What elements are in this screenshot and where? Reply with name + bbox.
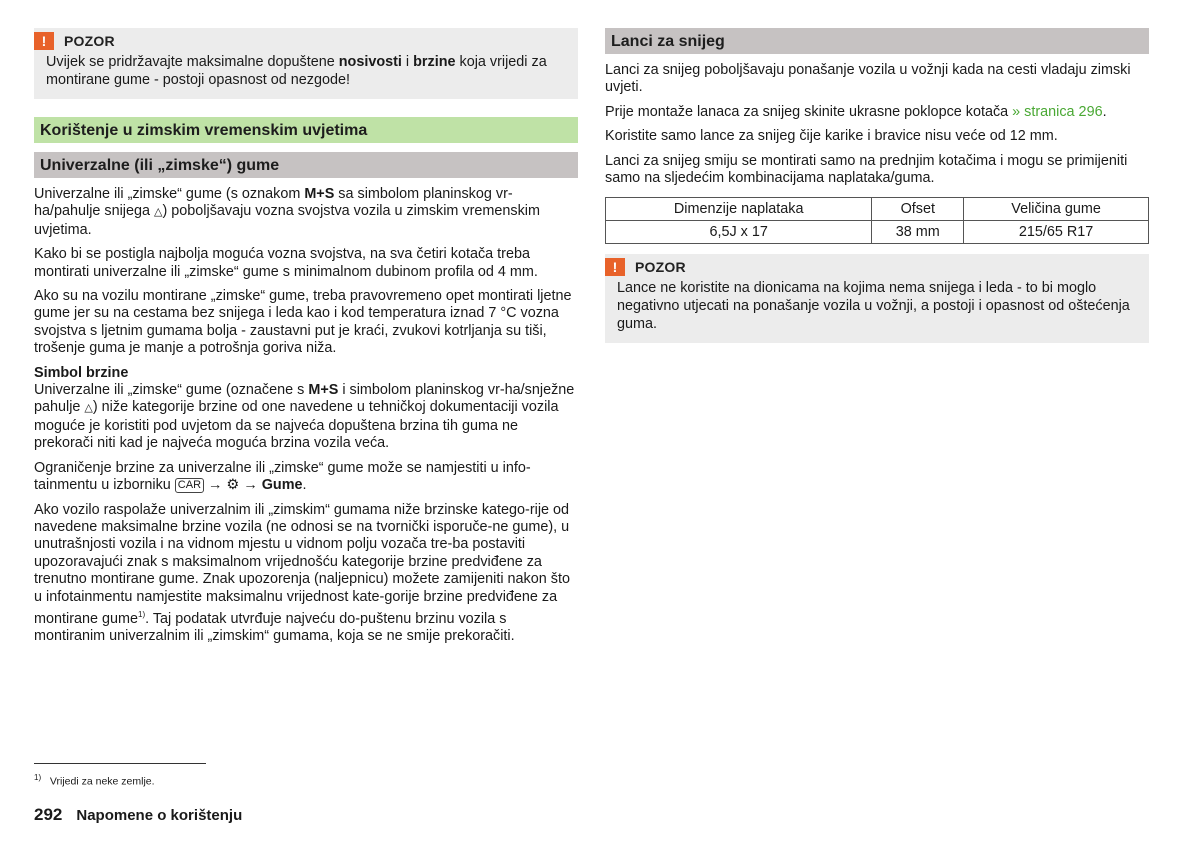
warning-text: Lance ne koristite na dionicama na kojima nema snijega i leda - to bi moglo negativno utjecati na ponašanje vozila u vožnji, a postoji i opasnost od oštećenja guma. [617, 280, 1130, 333]
footnote-ref: 1) [138, 609, 146, 619]
paragraph: Koristite samo lance za snijeg čije karike i bravice nisu veće od 12 mm. [605, 128, 1058, 145]
table-header: Veličina gume [964, 198, 1149, 221]
footnote-divider [34, 763, 206, 764]
mountain-snowflake-icon: △ [154, 206, 163, 219]
paragraph: Ako vozilo raspolaže univerzalnim ili „zimskim“ gumama niže brzinske katego-rije od navedene maksimalne brzine vozila (ne odnosi se na tvornički isporuče-ne gume), u unutrašnjosti vozila i na vidnom mjestu u vidnom polju vozača tre-ba postaviti upozoravajući znak s maksimalnom vrijednošću kategorije brzine predviđene za trenutno montirane gume. Znak upozorenja (naljepnicu) možete zamijeniti nakon što u infotainmentu namjestite maksimalnu vrijednost kate-gorije brzine predviđene za montirane gume$^{1)}$. Taj podatak utvrđuje najveću do-puštenu brzinu vozila s montiranim univerzalnim ili „zimskim“ gumama, koja se ne smije prekoračiti. [34, 501, 570, 645]
paragraph: Ograničenje brzine za univerzalne ili „zimske“ gume može se namjestiti u info-tainmentu u izborniku CAR → ⚙ → Gume. [34, 459, 531, 494]
paragraph: Univerzalne ili „zimske“ gume (s oznakom M+S sa simbolom planinskog vr-ha/pahulje snijega △) poboljšavaju vozna svojstva vozila u zimskim vremenskim uvjetima. [34, 186, 540, 238]
warning-title: POZOR [64, 33, 115, 49]
warning-header [34, 31, 566, 51]
table-cell: 6,5J x 17 [606, 221, 872, 244]
paragraph: Prije montaže lanaca za snijeg skinite ukrasne poklopce kotača » stranica 296. [605, 103, 1107, 120]
warning-text: Uvijek se pridržavajte maksimalne dopuštene nosivosti i brzine koja vrijedi za montirane gume - postoji opasnost od nezgode! [46, 54, 547, 88]
paragraph: Univerzalne ili „zimske“ gume (označene s M+S i simbolom planinskog vr-ha/snježne pahulje △) niže kategorije brzine od one navedene u tehničkoj dokumentaciji vozila moguće je koristiti pod uvjetom da se najveća dopuštena brzina tih guma ne prekorači niti kad je najveća moguća brzina vozila veća. [34, 382, 575, 452]
page-link[interactable]: » stranica 296 [1012, 103, 1103, 120]
table-header: Ofset [872, 198, 964, 221]
section-heading: Lanci za snijeg [605, 28, 1149, 54]
subsection-heading: Univerzalne (ili „zimske“) gume [34, 152, 578, 178]
warning-box [34, 28, 578, 99]
footer-title: Napomene o korištenju [76, 807, 243, 824]
table-cell: 215/65 R17 [964, 221, 1149, 244]
paragraph: Kako bi se postigla najbolja moguća vozna svojstva, na sva četiri kotača treba montirati univerzalne ili „zimske“ gume s minimalnom dubinom profila od 4 mm. [34, 246, 538, 280]
page-number: 292 [34, 805, 63, 824]
warning-box [605, 254, 1149, 343]
warning-icon: ! [34, 32, 54, 50]
subheading: Simbol brzine [34, 364, 129, 381]
paragraph: Lanci za snijeg smiju se montirati samo na prednjim kotačima i mogu se primijeniti samo na sljedećim kombinacijama naplataka/guma. [605, 152, 1128, 187]
table-cell: 38 mm [872, 221, 964, 244]
warning-icon: ! [605, 258, 625, 276]
table-header-row [606, 198, 1149, 221]
footnote: $^{1)}$ Vrijedi za neke zemlje. [34, 773, 155, 788]
gear-icon: ⚙ [226, 477, 240, 494]
page-footer [34, 805, 242, 825]
left-column [34, 28, 578, 646]
car-button-icon: CAR [175, 478, 204, 493]
right-column [605, 28, 1149, 343]
warning-title: POZOR [635, 259, 686, 276]
table-row [606, 221, 1149, 244]
paragraph: Ako su na vozilu montirane „zimske“ gume, treba pravovremeno opet montirati ljetne gume jer su na cestama bez snijega i leda kao i kod temperatura iznad 7 °C vozna svojstva s ljetnim gumama bolja - zaustavni put je kraći, zvukovi kotrljanja su tiši, trošenje guma je manje a potrošnja goriva niža. [34, 288, 572, 357]
warning-header [605, 257, 1137, 277]
rim-tire-table [605, 197, 1149, 244]
table-header: Dimenzije naplataka [606, 198, 872, 221]
paragraph: Lanci za snijeg poboljšavaju ponašanje vozila u vožnji kada na cesti vladaju zimski uvjeti. [605, 62, 1131, 96]
mountain-snowflake-icon: △ [84, 402, 93, 415]
section-heading: Korištenje u zimskim vremenskim uvjetima [34, 117, 578, 143]
menu-item-gume: Gume [261, 477, 303, 494]
